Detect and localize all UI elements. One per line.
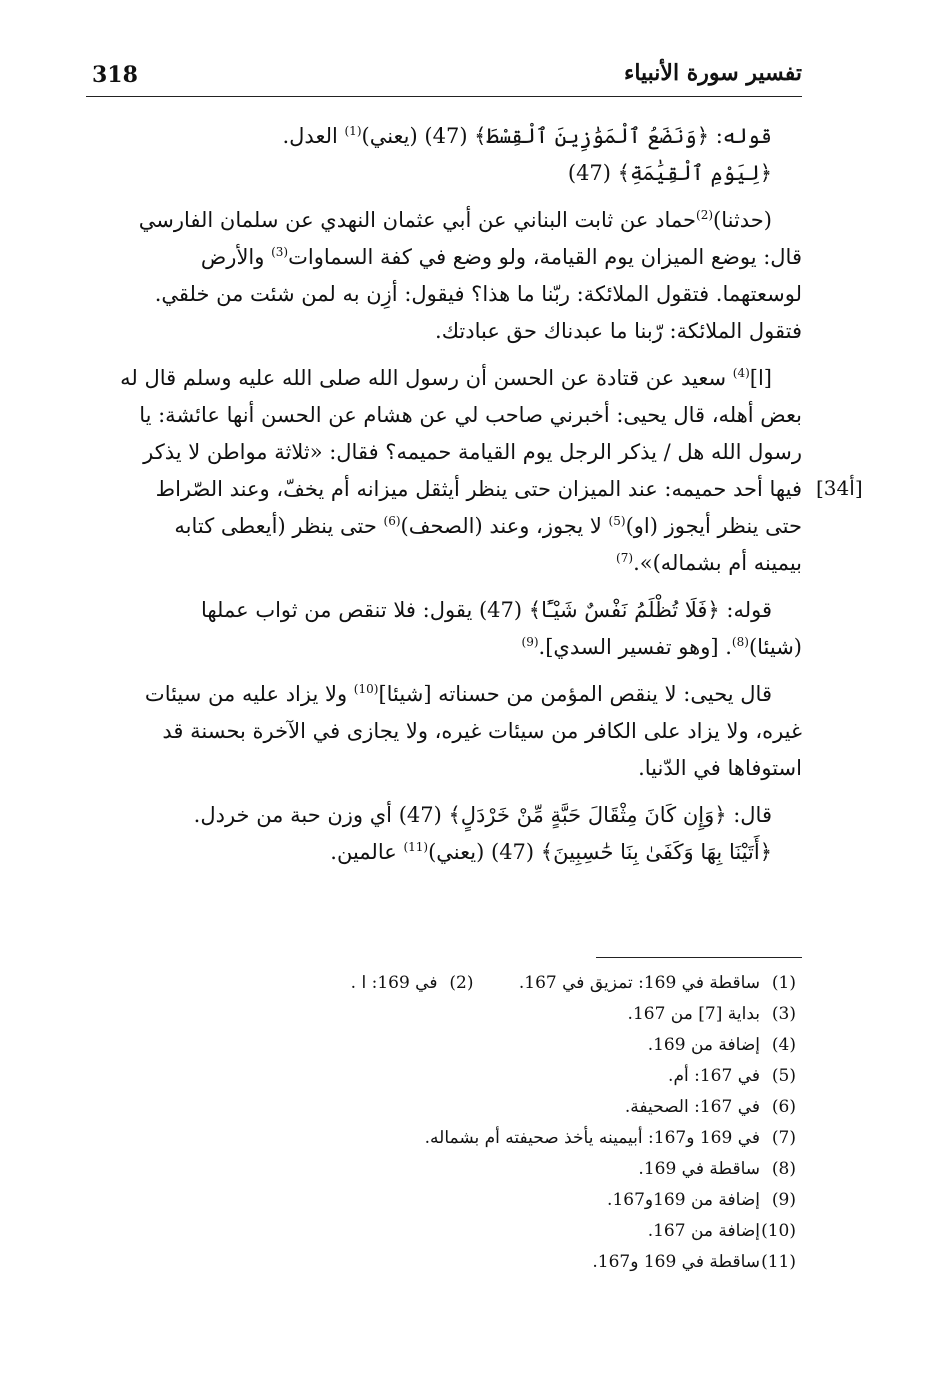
text-line: استوفاها في الدّنيا. [638, 756, 802, 780]
footnote-text: ساقطة في 169: تمزيق في 167. [518, 973, 760, 993]
paragraph-6 [86, 797, 802, 871]
footnote-item [86, 1061, 796, 1092]
footnote-item [86, 1123, 796, 1154]
footnote-text: ساقطة في 169 و167. [592, 1252, 760, 1272]
footnote-item [351, 968, 474, 999]
footnote-number: (4) [771, 1035, 796, 1055]
text-line: غيره، ولا يزاد على الكافر من سيئات غيره، ولا يجازى في الآخرة بحسنة قد [162, 719, 802, 743]
text-line: قوله: ﴿فَلَا تُظْلَمُ نَفْسٌ شَيْـًٔا﴾ (47) يقول: فلا تنقص من ثواب عملها [200, 598, 772, 622]
footnote-text: ساقطة في 169. [638, 1159, 760, 1179]
text-line: لوسعتهما. فتقول الملائكة: ربّنا ما هذا؟ فيقول: أزِن به لمن شئت من خلقي. [154, 282, 802, 306]
footnote-number: (5) [771, 1066, 796, 1086]
footnote-ref: (9) [521, 635, 539, 649]
text-line: قال يحيى: لا ينقص المؤمن من حسناته [شيئا]$^{(10)}$ ولا يزاد عليه من سيئات [144, 682, 772, 706]
text-line: قال: يوضع الميزان يوم القيامة، ولو وضع في كفة السماوات$^{(3)}$ والأرض [200, 245, 802, 269]
footnote-text: إضافة من 169. [647, 1035, 760, 1055]
footnote-ref: (1) [344, 124, 362, 138]
footnote-text: في 167: الصحيفة. [624, 1097, 760, 1117]
footnote-number: (2) [449, 973, 474, 993]
text-line: (شيئا)$^{(8)}$. [وهو تفسير السدي].$^{(9)}$ [521, 635, 802, 659]
text-line: [ا]$^{(4)}$ سعيد عن قتادة عن الحسن أن رسول الله صلى الله عليه وسلم قال له [120, 366, 772, 390]
text-line: بيمينه أم بشماله)».$^{(7)}$ [616, 551, 802, 575]
text-line: فتقول الملائكة: رّبنا ما عبدناك حق عبادتك. [435, 319, 802, 343]
paragraph-2 [86, 202, 802, 350]
footnote-item [86, 1030, 796, 1061]
footnote-number: (7) [771, 1128, 796, 1148]
footnote-text: في 169 و167: أبيمينه يأخذ صحيفته أم بشماله. [424, 1128, 760, 1148]
text-line: حتى ينظر أيجوز (او)$^{(5)}$ لا يجوز، وعند (الصحف)$^{(6)}$ حتى ينظر (أيعطى كتابه [174, 514, 802, 538]
footnote-number: (11) [761, 1252, 796, 1272]
footnote-text: إضافة من 167. [647, 1221, 760, 1241]
text-line: ﴿لِيَوْمِ ٱلْقِيَٰمَةِ﴾ (47) [567, 161, 772, 185]
paragraph-4 [86, 592, 802, 666]
footnote-ref: (11) [403, 840, 429, 854]
footnote-text: في 169: ا . [350, 973, 438, 993]
footnote-ref: (6) [383, 514, 401, 528]
footnote-item [519, 968, 796, 999]
footnote-number: (10) [761, 1221, 796, 1241]
footnote-number: (1) [771, 973, 796, 993]
running-title: تفسير سورة الأنبياء [623, 60, 802, 86]
footnotes [86, 968, 796, 1278]
footnote-line [86, 968, 796, 999]
text-line: قال: ﴿وَإِن كَانَ مِثْقَالَ حَبَّةٍ مِّنْ خَرْدَلٍ﴾ (47) أي وزن حبة من خردل. [193, 803, 772, 827]
text-line: (حدثنا)$^{(2)}$حماد عن ثابت البناني عن أبي عثمان النهدي عن سلمان الفارسي [138, 208, 772, 232]
footnote-ref: (3) [271, 245, 289, 259]
footnote-item [86, 1185, 796, 1216]
footnote-ref: (2) [696, 208, 714, 222]
manuscript-folio-note: [34أ] [816, 476, 863, 500]
paragraph-3 [86, 360, 802, 582]
footnote-text: بداية [7] من 167. [627, 1004, 760, 1024]
footnote-item [86, 1216, 796, 1247]
paragraph-1 [86, 118, 802, 192]
page-number: 318 [92, 62, 138, 88]
footnote-item [86, 1247, 796, 1278]
footnote-text: إضافة من 169و167. [607, 1190, 760, 1210]
text-line: ﴿أَتَيْنَا بِهَا وَكَفَىٰ بِنَا حَٰسِبِينَ﴾ (47) (يعني)$^{(11)}$ عالمين. [330, 840, 772, 864]
footnote-text: في 167: أم. [668, 1066, 760, 1086]
footnote-ref: (4) [732, 366, 750, 380]
footnote-item [86, 999, 796, 1030]
text-line: فيها أحد حميمه: عند الميزان حتى ينظر أيثقل ميزانه أم يخفّ، وعند الصّراط [155, 477, 802, 501]
text-line: قوله: ﴿وَنَضَعُ ٱلْمَوَٰزِينَ ٱلْقِسْطَ﴾ (47) (يعني)$^{(1)}$ العدل. [282, 124, 772, 148]
footnote-item [86, 1154, 796, 1185]
footnote-separator [596, 957, 802, 958]
footnote-number: (3) [771, 1004, 796, 1024]
main-text [86, 118, 802, 871]
footnote-ref: (5) [608, 514, 626, 528]
footnote-ref: (8) [731, 635, 749, 649]
footnote-item [86, 1092, 796, 1123]
footnote-number: (8) [771, 1159, 796, 1179]
page-header [86, 52, 802, 97]
paragraph-5 [86, 676, 802, 787]
footnote-number: (6) [771, 1097, 796, 1117]
footnote-ref: (7) [616, 551, 634, 565]
text-line: رسول الله هل / يذكر الرجل يوم القيامة حميمه؟ فقال: «ثلاثة مواطن لا يذكر [143, 440, 802, 464]
footnote-ref: (10) [353, 682, 379, 696]
footnote-number: (9) [771, 1190, 796, 1210]
text-line: بعض أهله، قال يحيى: أخبرني صاحب لي عن هشام عن الحسن أنها عائشة: يا [139, 403, 802, 427]
